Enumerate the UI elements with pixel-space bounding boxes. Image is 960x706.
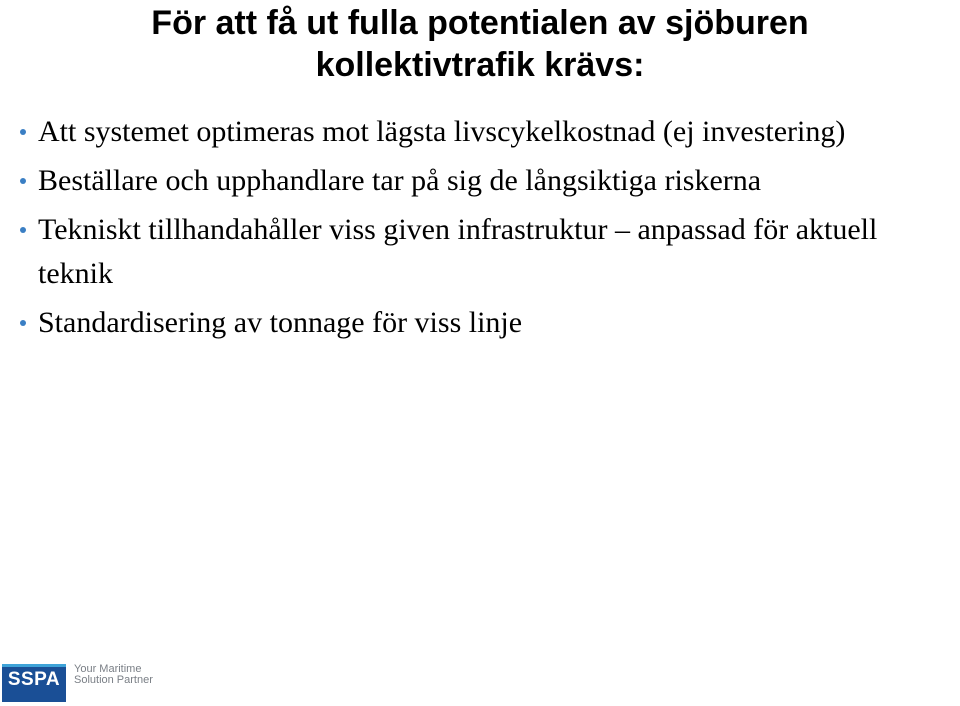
bullet-item — [20, 301, 940, 345]
slide-title-line-2: kollektivtrafik krävs: — [315, 46, 645, 84]
slide-title-line-1: För att få ut fulla potentialen av sjöburen — [151, 4, 809, 42]
logo-text: SSPA — [7, 669, 61, 690]
bullet-text: Tekniskt tillhandahåller viss given infrastruktur – anpassad för aktuell teknik — [38, 213, 878, 290]
bullet-item — [20, 159, 940, 203]
bullet-dot-icon — [20, 227, 26, 233]
bullet-item — [20, 208, 940, 296]
bullet-text: Standardisering av tonnage för viss linje — [38, 306, 523, 339]
tagline-line-1: Your Maritime — [74, 663, 142, 675]
bullet-dot-icon — [20, 320, 26, 326]
bullet-text: Att systemet optimeras mot lägsta livscykelkostnad (ej investering) — [38, 115, 846, 148]
sspa-logo — [2, 658, 172, 704]
slide-title — [40, 2, 920, 86]
bullet-dot-icon — [20, 129, 26, 135]
bullet-dot-icon — [20, 178, 26, 184]
bullet-list — [20, 110, 940, 350]
bullet-item — [20, 110, 940, 154]
logo-tagline — [74, 664, 153, 686]
bullet-text: Beställare och upphandlare tar på sig de långsiktiga riskerna — [38, 164, 762, 197]
tagline-line-2: Solution Partner — [74, 674, 153, 686]
logo-box — [2, 664, 66, 702]
